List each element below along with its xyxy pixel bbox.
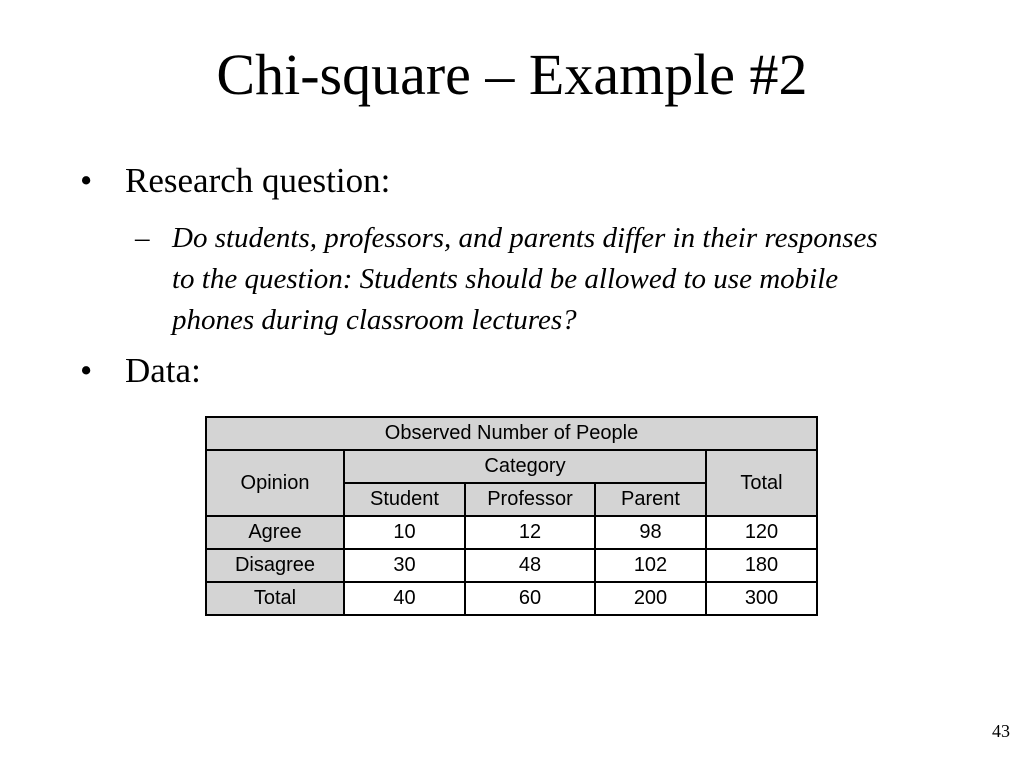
table-row-total [206,582,817,615]
column-header-professor: Professor [465,483,595,516]
page-number: 43 [992,721,1010,741]
bullet-dot: • [80,161,93,200]
column-header-parent: Parent [595,483,706,516]
row-label: Total [206,582,344,615]
sub-bullet-dash: – [135,222,150,254]
sub-bullet-text: Do students, professors, and parents differ in their responses to the question: Students should be allowed to use mobile phones during classroom lectures? [172,222,878,336]
table-cell-total: 120 [706,516,817,549]
table-row-disagree [206,549,817,582]
total-header: Total [706,450,817,516]
table-cell: 12 [465,516,595,549]
table-cell: 30 [344,549,465,582]
bullet-text: Data: [125,351,201,390]
table-row-agree [206,516,817,549]
bullet-dot: • [80,351,93,390]
table-cell-total: 180 [706,549,817,582]
table-cell: 60 [465,582,595,615]
table-cell: 40 [344,582,465,615]
row-label: Agree [206,516,344,549]
observed-table [205,416,818,616]
category-header: Category [344,450,706,483]
slide-title: Chi-square – Example #2 [216,42,808,107]
table-cell: 10 [344,516,465,549]
table-cell-total: 300 [706,582,817,615]
bullet-text: Research question: [125,161,391,200]
column-header-student: Student [344,483,465,516]
table-cell: 98 [595,516,706,549]
opinion-header: Opinion [206,450,344,516]
row-label: Disagree [206,549,344,582]
table-cell: 48 [465,549,595,582]
table-caption: Observed Number of People [206,417,817,450]
table-cell: 102 [595,549,706,582]
table-cell: 200 [595,582,706,615]
